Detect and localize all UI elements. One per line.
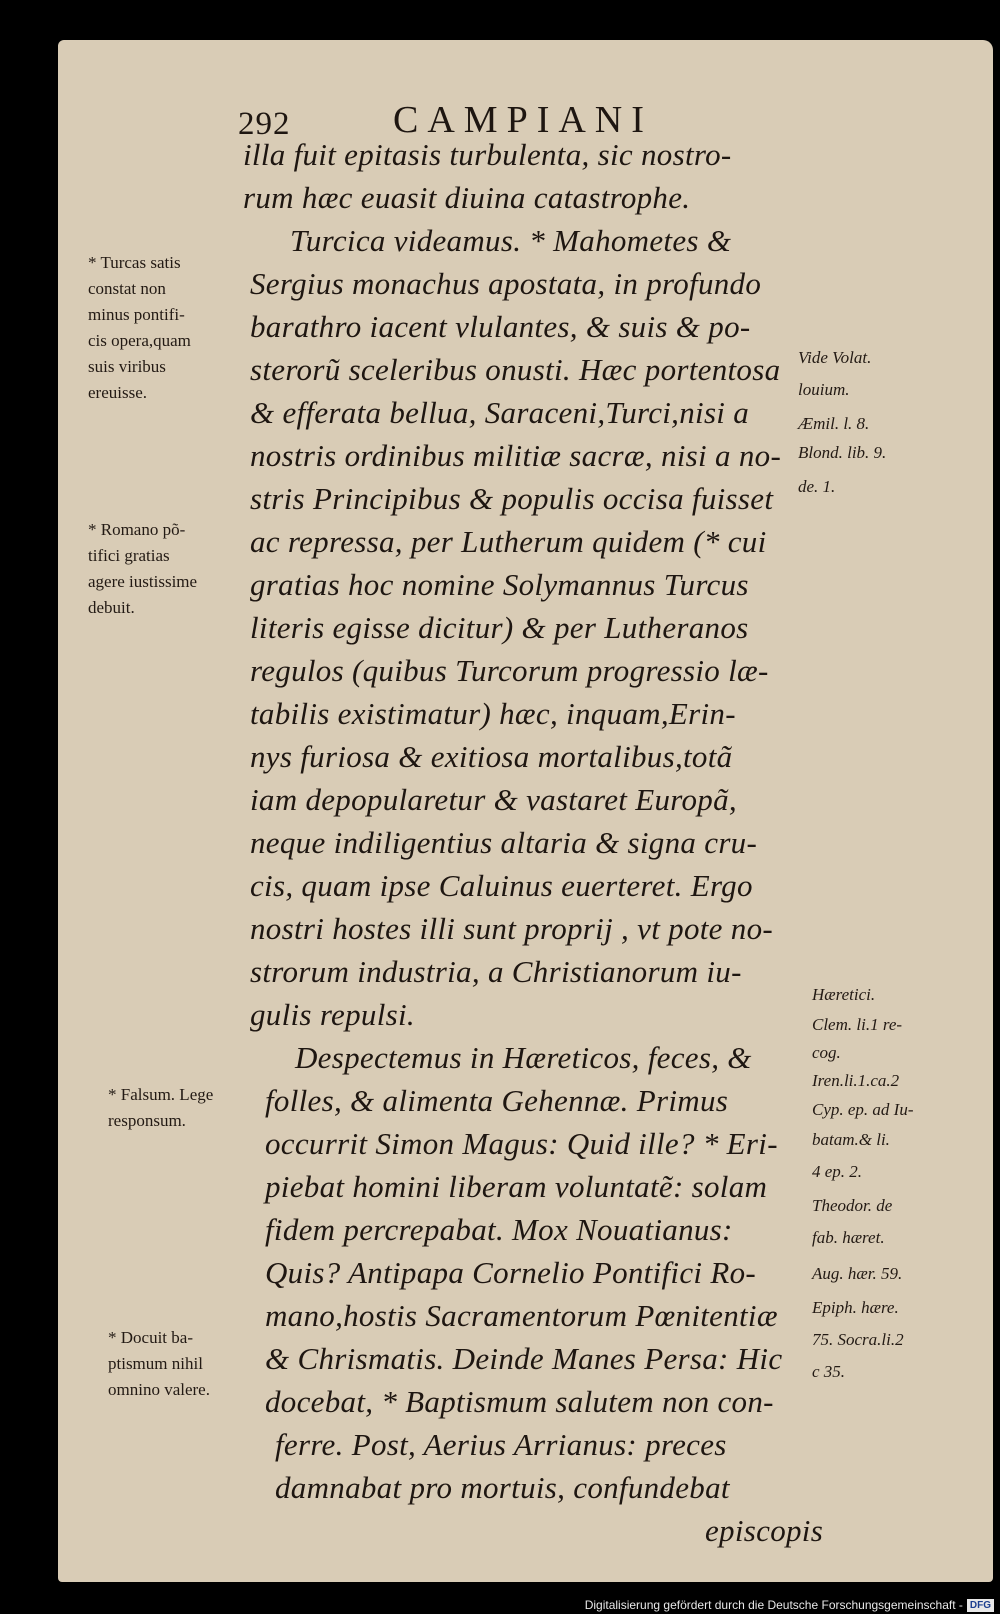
body-line: cis, quam ipse Caluinus euerteret. Ergo [250, 868, 753, 903]
body-line: sterorũ sceleribus onusti. Hæc portentosa [250, 352, 781, 387]
body-line: occurrit Simon Magus: Quid ille? * Eri- [265, 1126, 778, 1161]
body-line: literis egisse dicitur) & per Lutheranos [250, 610, 749, 645]
body-line: Sergius monachus apostata, in profundo [250, 266, 762, 301]
body-line: barathro iacent vlulantes, & suis & po- [250, 309, 751, 344]
body-line: & efferata bellua, Saraceni,Turci,nisi a [250, 395, 750, 430]
body-line: gratias hoc nomine Solymannus Turcus [250, 567, 749, 602]
right-gloss-line: batam.& li. [812, 1130, 890, 1149]
right-gloss-line: Epiph. hære. [812, 1298, 899, 1317]
body-line: gulis repulsi. [250, 997, 415, 1032]
catchword: episcopis [705, 1513, 824, 1548]
body-line: ferre. Post, Aerius Arrianus: preces [275, 1427, 727, 1462]
left-gloss-line: * Turcas satis [88, 253, 181, 272]
body-line: mano,hostis Sacramentorum Pœnitentiæ [265, 1298, 778, 1333]
left-gloss-line: ptismum nihil [108, 1354, 203, 1373]
body-line: piebat homini liberam voluntatẽ: solam [265, 1169, 768, 1204]
right-gloss-line: Vide Volat. [798, 348, 872, 367]
body-line: docebat, * Baptismum salutem non con- [265, 1384, 774, 1419]
body-line: nostris ordinibus militiæ sacræ, nisi a no- [250, 438, 782, 473]
left-gloss-line: tifici gratias [88, 546, 170, 565]
running-title: CAMPIANI [393, 99, 653, 141]
left-gloss-line: responsum. [108, 1111, 186, 1130]
page-number: 292 [238, 106, 291, 142]
credit-text: Digitalisierung gefördert durch die Deutsche Forschungsgemeinschaft - [584, 1598, 963, 1612]
body-line: neque indiligentius altaria & signa cru- [250, 825, 758, 860]
left-gloss-line: * Romano põ- [88, 520, 186, 539]
left-gloss-line: agere iustissime [88, 572, 198, 591]
body-line: ac repressa, per Lutherum quidem (* cui [250, 524, 767, 559]
body-line: Quis? Antipapa Cornelio Pontifici Ro- [265, 1255, 757, 1290]
left-gloss-line: * Docuit ba- [108, 1328, 193, 1347]
right-gloss-line: Iren.li.1.ca.2 [812, 1071, 900, 1090]
right-gloss-line: Clem. li.1 re- [812, 1015, 903, 1034]
right-gloss-line: Theodor. de [812, 1196, 893, 1215]
body-line: iam depopularetur & vastaret Europã, [250, 782, 737, 817]
body-line: Turcica videamus. * Mahometes & [290, 223, 732, 258]
body-line: Despectemus in Hæreticos, feces, & [295, 1040, 752, 1075]
digitization-credit [585, 1598, 994, 1612]
right-gloss-line: Hæretici. [812, 985, 876, 1004]
body-line: & Chrismatis. Deinde Manes Persa: Hic [265, 1341, 783, 1376]
left-gloss-line: ereuisse. [88, 383, 148, 402]
left-gloss-line: cis opera,quam [88, 331, 191, 350]
right-gloss-line: louium. [798, 380, 850, 399]
body-line: tabilis existimatur) hæc, inquam,Erin- [250, 696, 736, 731]
body-line: regulos (quibus Turcorum progressio læ- [250, 653, 769, 688]
left-gloss-line: debuit. [88, 598, 135, 617]
body-line: nys furiosa & exitiosa mortalibus,totã [250, 739, 733, 774]
body-line: rum hæc euasit diuina catastrophe. [243, 180, 691, 215]
right-gloss-line: cog. [812, 1043, 841, 1062]
body-line: damnabat pro mortuis, confundebat [275, 1470, 730, 1505]
right-gloss-line: Æmil. l. 8. [798, 414, 870, 433]
right-gloss-line: de. 1. [798, 477, 836, 496]
right-gloss-line: fab. hæret. [812, 1228, 885, 1247]
right-gloss-line: Blond. lib. 9. [798, 443, 887, 462]
right-gloss-line: 4 ep. 2. [812, 1162, 863, 1181]
left-gloss-line: suis viribus [88, 357, 166, 376]
left-gloss-line: * Falsum. Lege [108, 1085, 214, 1104]
right-gloss-line: Aug. hær. 59. [812, 1264, 903, 1283]
body-line: fidem percrepabat. Mox Nouatianus: [265, 1212, 733, 1247]
body-line: strorum industria, a Christianorum iu- [250, 954, 742, 989]
body-line: stris Principibus & populis occisa fuisset [250, 481, 774, 516]
right-gloss-line: 75. Socra.li.2 [812, 1330, 904, 1349]
dfg-logo: DFG [967, 1599, 994, 1612]
body-line: illa fuit epitasis turbulenta, sic nostro- [243, 137, 732, 172]
left-gloss-line: minus pontifi- [88, 305, 185, 324]
left-gloss-line: omnino valere. [108, 1380, 210, 1399]
right-gloss-line: Cyp. ep. ad Iu- [812, 1100, 914, 1119]
body-line: nostri hostes illi sunt proprij , vt pote no- [250, 911, 774, 946]
body-line: folles, & alimenta Gehennæ. Primus [265, 1083, 729, 1118]
left-gloss-line: constat non [88, 279, 166, 298]
right-gloss-line: c 35. [812, 1362, 846, 1381]
